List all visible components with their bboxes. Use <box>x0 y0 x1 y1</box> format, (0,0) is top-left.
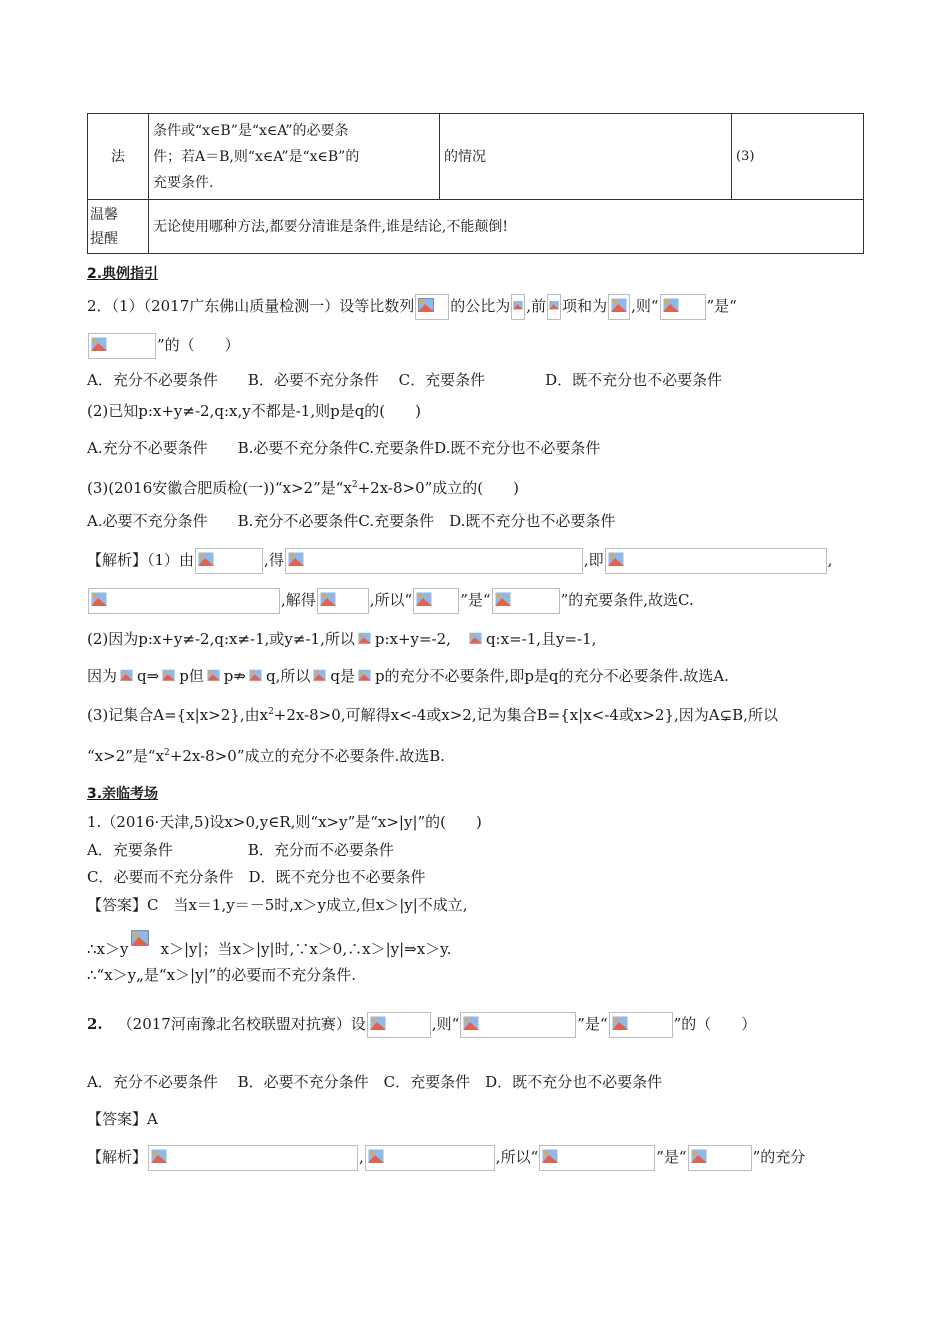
section-heading: 2.典例指引 <box>87 266 159 282</box>
broken-image-icon <box>418 298 434 312</box>
broken-image-icon <box>162 668 175 682</box>
text-run: ,前 <box>526 297 547 315</box>
text-run: +2x-8>0,可解得x<-4或x>2,记为集合B={x|x<-4或x>2},因为A⊊B,所以 <box>273 706 778 724</box>
text-run: ∴x＞y <box>87 940 129 958</box>
options-3-1-b: C．必要而不充分条件 D．既不充分也不必要条件 <box>87 868 426 886</box>
formula-image <box>511 294 525 320</box>
text-run: p⇏ <box>223 667 246 685</box>
formula-image <box>205 665 223 689</box>
cell-line: 提醒 <box>90 230 118 247</box>
broken-image-icon <box>463 1016 479 1030</box>
formula-image <box>88 588 280 614</box>
solution-3-2 <box>87 1145 805 1171</box>
broken-image-icon <box>91 337 107 351</box>
broken-image-icon <box>549 298 559 312</box>
cell-line: 件；若A＝B,则“x∈A”是“x∈B”的 <box>153 148 360 165</box>
formula-image <box>365 1145 495 1171</box>
broken-image-icon <box>663 298 679 312</box>
solution-2-1 <box>87 548 832 574</box>
question-2-3 <box>87 474 519 499</box>
text-run: ”的（ ） <box>673 1015 757 1033</box>
text-run: “x>2”是“x <box>87 747 165 765</box>
broken-image-icon <box>249 668 262 682</box>
broken-image-icon <box>495 592 511 606</box>
formula-image <box>460 1012 576 1038</box>
table-cell-tip-label <box>88 200 149 254</box>
question-2-1 <box>87 294 737 320</box>
text-run: 项和为 <box>562 297 608 315</box>
text-run: ,得 <box>264 551 284 569</box>
section-heading: 3.亲临考场 <box>87 786 159 802</box>
table-cell-tip <box>149 200 864 254</box>
broken-image-icon <box>198 552 214 566</box>
formula-image <box>247 665 265 689</box>
text-run: p但 <box>179 667 204 685</box>
options-3-1-a: A．充要条件 B．充分而不必要条件 <box>87 841 394 859</box>
formula-image <box>492 588 560 614</box>
broken-image-icon <box>313 668 326 682</box>
table-row <box>88 114 864 200</box>
formula-image <box>88 333 156 359</box>
text-run: , <box>827 551 833 569</box>
text-run: ,即 <box>583 551 604 569</box>
text-run: ,则“ <box>431 1015 460 1033</box>
broken-image-icon <box>368 1149 384 1163</box>
text-run: ”的（ ） <box>157 336 240 354</box>
text-run: 的公比为 <box>450 297 511 315</box>
formula-image <box>605 548 827 574</box>
text-run: p:x+y=-2, <box>374 630 451 648</box>
solution-2-1-cont <box>87 588 694 614</box>
cell-line: 充要条件. <box>153 174 214 191</box>
formula-image <box>539 1145 655 1171</box>
text-run: 2．（1）（2017广东佛山质量检测一）设等比数列 <box>87 297 415 315</box>
broken-image-icon <box>611 298 627 312</box>
text-run: ,解得 <box>281 591 316 609</box>
broken-image-icon <box>612 1016 628 1030</box>
formula-image <box>148 1145 358 1171</box>
formula-image <box>547 294 561 320</box>
broken-image-icon <box>358 631 371 645</box>
text-run: ”是“ <box>656 1148 687 1166</box>
formula-image <box>609 1012 673 1038</box>
solution-2-2-cont <box>87 665 729 689</box>
text-run: ,所以“ <box>369 591 413 609</box>
formula-image <box>688 1145 752 1171</box>
broken-image-icon <box>91 592 107 606</box>
text-run: ”是“ <box>577 1015 608 1033</box>
text-run: 【解析】 <box>87 1148 148 1166</box>
broken-image-icon <box>320 592 336 606</box>
broken-image-icon <box>542 1149 558 1163</box>
formula-image <box>608 294 630 320</box>
question-2-1-cont <box>87 333 240 359</box>
text-run: （2017河南豫北名校联盟对抗赛）设 <box>117 1015 366 1033</box>
table-row <box>88 200 864 254</box>
formula-image <box>413 588 459 614</box>
cell-text: (3) <box>736 148 755 164</box>
formula-image <box>415 294 449 320</box>
formula-image <box>160 665 178 689</box>
text-run: q,所以 <box>265 667 311 685</box>
question-2-2: (2)已知p:x+y≠-2,q:x,y不都是-1,则p是q的( ) <box>87 402 422 420</box>
text-run: ”是“ <box>706 297 737 315</box>
answer-3-1-line2 <box>87 930 451 960</box>
text-run: 2. <box>87 1015 103 1033</box>
broken-image-icon <box>416 592 432 606</box>
broken-image-icon <box>370 1016 386 1030</box>
cell-text: 法 <box>111 148 125 165</box>
text-run: 因为 <box>87 667 118 685</box>
broken-image-icon <box>131 930 149 946</box>
text-run: ”的充分 <box>752 1148 806 1166</box>
broken-image-icon <box>151 1149 167 1163</box>
table-cell-method <box>88 114 149 200</box>
broken-image-icon <box>513 298 523 312</box>
options-3-2: A．充分不必要条件 B．必要不充分条件 C．充要条件 D．既不充分也不必要条件 <box>87 1073 663 1091</box>
cell-line: 条件或“x∈B”是“x∈A”的必要条 <box>153 122 349 139</box>
formula-image <box>285 548 583 574</box>
text-run: +2x-8>0”成立的( ) <box>357 479 520 497</box>
cell-text: 的情况 <box>444 148 486 165</box>
formula-image <box>195 548 263 574</box>
table-cell-num <box>732 114 864 200</box>
answer-3-1-line3: ∴“x＞y„是“x＞|y|”的必要而不充分条件. <box>87 966 357 984</box>
broken-image-icon <box>358 668 371 682</box>
answer-3-2: 【答案】A <box>87 1110 158 1128</box>
text-run: , <box>359 1148 364 1166</box>
cell-text: 无论使用哪种方法,都要分清谁是条件,谁是结论,不能颠倒! <box>153 218 508 235</box>
superscript: 2 <box>351 480 358 490</box>
problem-3-1: 1.（2016·天津,5)设x>0,y∈R,则“x>y”是“x>|y|”的( ) <box>87 813 482 831</box>
superscript: 2 <box>268 707 274 717</box>
text-run: (2)因为p:x+y≠-2,q:x≠-1,或y≠-1,所以 <box>87 630 355 648</box>
options-2-1: A．充分不必要条件 B．必要不充分条件 C．充要条件 D．既不充分也不必要条件 <box>87 371 723 389</box>
options-2-2: A.充分不必要条件 B.必要不充分条件C.充要条件D.既不充分也不必要条件 <box>87 439 601 457</box>
text-run: q是 <box>330 667 355 685</box>
broken-image-icon <box>691 1149 707 1163</box>
broken-image-icon <box>207 668 220 682</box>
broken-image-icon <box>288 552 304 566</box>
formula-image <box>129 930 159 960</box>
options-2-3: A.必要不充分条件 B.充分不必要条件C.充要条件 D.既不充分也不必要条件 <box>87 512 616 530</box>
cell-line: 温馨 <box>90 206 118 223</box>
text-run: ,则“ <box>631 297 659 315</box>
text-run: (3)(2016安徽合肥质检(一))“x>2”是“x <box>87 479 352 497</box>
text-run: ,所以“ <box>495 1148 539 1166</box>
formula-image <box>467 628 485 652</box>
solution-2-3 <box>87 701 778 726</box>
text-run: ”是“ <box>460 591 491 609</box>
formula-image <box>356 665 374 689</box>
broken-image-icon <box>469 631 482 645</box>
text-run: p的充分不必要条件,即p是q的充分不必要条件.故选A. <box>374 667 729 685</box>
solution-2-3-cont <box>87 742 445 767</box>
broken-image-icon <box>608 552 624 566</box>
broken-image-icon <box>120 668 133 682</box>
text-run: (3)记集合A={x|x>2},由x <box>87 706 269 724</box>
formula-image <box>660 294 706 320</box>
text-run: 【解析】（1）由 <box>87 551 195 569</box>
table-cell-desc <box>149 114 440 200</box>
problem-3-2 <box>87 1012 756 1038</box>
formula-image <box>311 665 329 689</box>
text-run: ”的充要条件,故选C. <box>560 591 694 609</box>
formula-image <box>118 665 136 689</box>
answer-3-1: 【答案】C 当x＝1,y＝－5时,x＞y成立,但x＞|y|不成立, <box>87 896 468 914</box>
text-run: +2x-8>0”成立的充分不必要条件.故选B. <box>169 747 446 765</box>
formula-image <box>317 588 369 614</box>
text-run: q⇒ <box>137 667 160 685</box>
table-cell-case <box>440 114 732 200</box>
formula-image <box>367 1012 431 1038</box>
solution-2-2 <box>87 628 596 652</box>
superscript: 2 <box>164 748 170 758</box>
text-run: x＞|y|；当x＞|y|时,∵x＞0,∴x＞|y|⇒x＞y. <box>160 940 452 958</box>
text-run: q:x=-1,且y=-1, <box>485 630 597 648</box>
method-table <box>87 113 864 254</box>
formula-image <box>356 628 374 652</box>
